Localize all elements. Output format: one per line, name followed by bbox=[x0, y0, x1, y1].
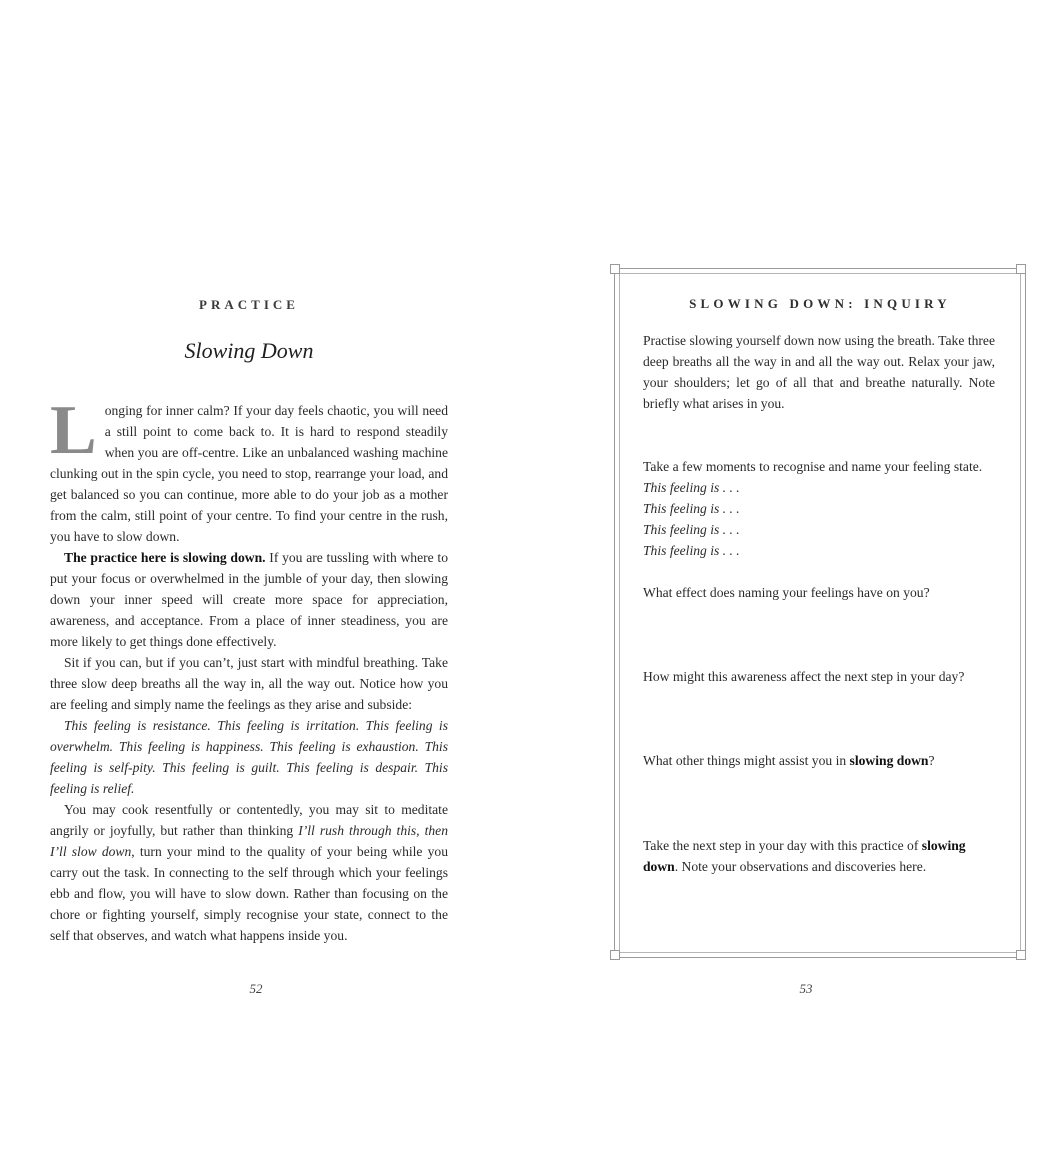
question-4 bbox=[643, 835, 995, 877]
feeling-line: This feeling is . . . bbox=[643, 522, 740, 537]
frame-corner-top-right bbox=[1016, 264, 1026, 274]
paragraph-1 bbox=[50, 392, 448, 547]
frame-corner-bottom-left bbox=[610, 950, 620, 960]
question-2 bbox=[643, 666, 995, 687]
inquiry-intro bbox=[643, 330, 995, 414]
inquiry-title: SLOWING DOWN: INQUIRY bbox=[689, 296, 951, 311]
feeling-line: This feeling is . . . bbox=[643, 501, 740, 516]
drop-cap: L bbox=[50, 392, 97, 469]
question-4-text-a: Take the next step in your day with this practice of bbox=[643, 838, 922, 853]
left-page bbox=[0, 0, 520, 1176]
feelings-prompt bbox=[643, 456, 995, 561]
paragraph-5-text-a: You may cook resentfully or contentedly, you may sit to meditate angrily or joyfully, but rather than thinking bbox=[50, 802, 448, 838]
paragraph-5-text-b: , turn your mind to the quality of your being while you carry out the task. In connecting to the self through which your feelings ebb and flow, you will have to slow down. Rather than focusing on the chore or fighting yourself, simply recognise your state, connect to the self that observes, and watch what happens inside you. bbox=[50, 844, 449, 943]
paragraph-2-bold: The practice here is slowing down. bbox=[64, 550, 266, 565]
section-eyebrow: PRACTICE bbox=[199, 297, 299, 312]
inquiry-intro-text: Practise slowing yourself down now using the breath. Take three deep breaths all the way in and all the way out. Relax your jaw, your shoulders; let go of all that and breathe naturally. Note briefly what arises in you. bbox=[643, 333, 995, 411]
body-text bbox=[50, 392, 449, 946]
question-2-text: How might this awareness affect the next step in your day? bbox=[643, 669, 965, 684]
paragraph-3: Sit if you can, but if you can’t, just start with mindful breathing. Take three slow deep breaths all the way in, all the way out. Notice how you are feeling and simply name the feelings as they arise and subside: bbox=[50, 655, 448, 712]
question-4-text bbox=[643, 835, 995, 877]
question-3-text-a: What other things might assist you in bbox=[643, 753, 850, 768]
paragraph-5 bbox=[50, 799, 448, 946]
question-3 bbox=[643, 750, 995, 771]
frame-corner-top-left bbox=[610, 264, 620, 274]
question-4-bold: slowing down bbox=[643, 838, 966, 874]
paragraph-1-text: onging for inner calm? If your day feels chaotic, you will need a still point to come back to. It is hard to respond steadily when you are off-centre. Like an unbalanced washing machine clunking out in the spin cycle, you need to stop, rearrange your load, and get balanced so you can continue, more able to do your job as a mother from the calm, still point of your centre. To find your centre in the rush, you have to slow down. bbox=[50, 403, 448, 544]
frame-corner-bottom-right bbox=[1016, 950, 1026, 960]
right-page bbox=[522, 0, 1044, 1176]
paragraph-4-italic: This feeling is resistance. This feeling is irritation. This feeling is overwhelm. This feeling is happiness. This feeling is exhaustion. This feeling is self-pity. This feeling is guilt. This feeling is despair. This feeling is relief. bbox=[50, 718, 448, 796]
page-number-right: 53 bbox=[799, 981, 813, 996]
question-3-text bbox=[643, 750, 995, 771]
question-3-text-b: ? bbox=[928, 753, 935, 768]
paragraph-5-italic: I’ll rush through this, then I’ll slow down bbox=[50, 823, 448, 859]
page-title: Slowing Down bbox=[184, 338, 314, 363]
question-1 bbox=[643, 582, 995, 603]
feeling-line: This feeling is . . . bbox=[643, 480, 740, 495]
paragraph-2-text: If you are tussling with where to put your focus or overwhelmed in the jumble of your day, then slowing down your inner speed will create more space for appreciation, awareness, and acceptance. From a place of inner steadiness, you are more likely to get things done effectively. bbox=[50, 550, 448, 649]
paragraph-2 bbox=[50, 547, 448, 652]
question-4-text-b: . Note your observations and discoveries here. bbox=[674, 859, 927, 874]
question-3-bold: slowing down bbox=[849, 753, 929, 768]
feeling-line: This feeling is . . . bbox=[643, 543, 740, 558]
question-1-text: What effect does naming your feelings have on you? bbox=[643, 585, 930, 600]
feelings-prompt-text: Take a few moments to recognise and name your feeling state. bbox=[643, 459, 983, 474]
page-number-left: 52 bbox=[249, 981, 263, 996]
